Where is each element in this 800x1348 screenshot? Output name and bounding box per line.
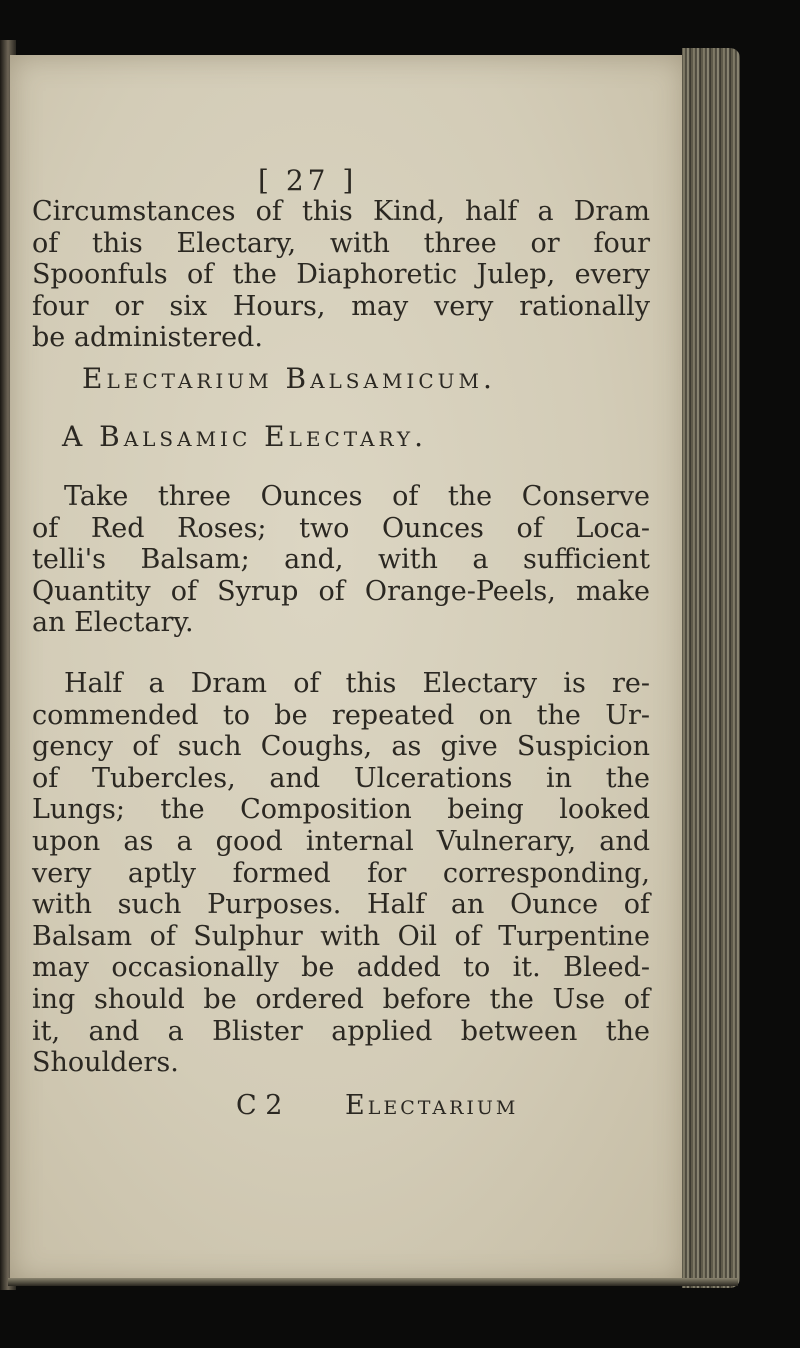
text-line: an Electary. [32,607,194,639]
text-line: commended to be repeated on the Ur- [32,699,650,731]
text-line: ing should be ordered before the Use of [32,983,650,1015]
text-line: Quantity of Syrup of Orange-Peels, make [32,575,650,607]
text-line: four or six Hours, may very rationally [32,290,650,322]
text-line: upon as a good internal Vulnerary, and [32,825,650,857]
text-line: Lungs; the Composition being looked [32,794,650,826]
text-line: Balsam of Sulphur with Oil of Turpentine [32,920,650,952]
text-line: of Red Roses; two Ounces of Loca- [32,512,650,544]
text-line: of Tubercles, and Ulcerations in the [32,762,650,794]
heading-latin: Electarium Balsamicum. [82,362,496,395]
text-line: Take three Ounces of the Conserve [64,481,650,512]
text-line: it, and a Blister applied between the [32,1015,650,1047]
signature-mark: C 2 [236,1090,283,1121]
page-bottom-edge [8,1278,738,1286]
text-line: Circumstances of this Kind, half a Dram [32,196,650,227]
text-line: may occasionally be added to it. Bleed- [32,952,650,984]
text-line: Spoonfuls of the Diaphoretic Julep, every [32,259,650,291]
text-line: Shoulders. [32,1047,179,1079]
text-line: Half a Dram of this Electary is re- [64,668,650,699]
text-line: with such Purposes. Half an Ounce of [32,889,650,921]
catchword: Electarium [345,1090,519,1121]
dose-paragraph [32,668,650,1079]
heading-english: A Balsamic Electary. [62,420,428,453]
text-line: of this Electary, with three or four [32,227,650,259]
intro-paragraph [32,196,650,354]
text-line: gency of such Coughs, as give Suspicion [32,731,650,763]
page-number: [ 27 ] [258,164,358,197]
text-line: be administered. [32,322,263,354]
text-line: telli's Balsam; and, with a sufficient [32,544,650,576]
text-line: very aptly formed for corresponding, [32,857,650,889]
recipe-paragraph [32,481,650,639]
book-spine [682,48,740,1288]
